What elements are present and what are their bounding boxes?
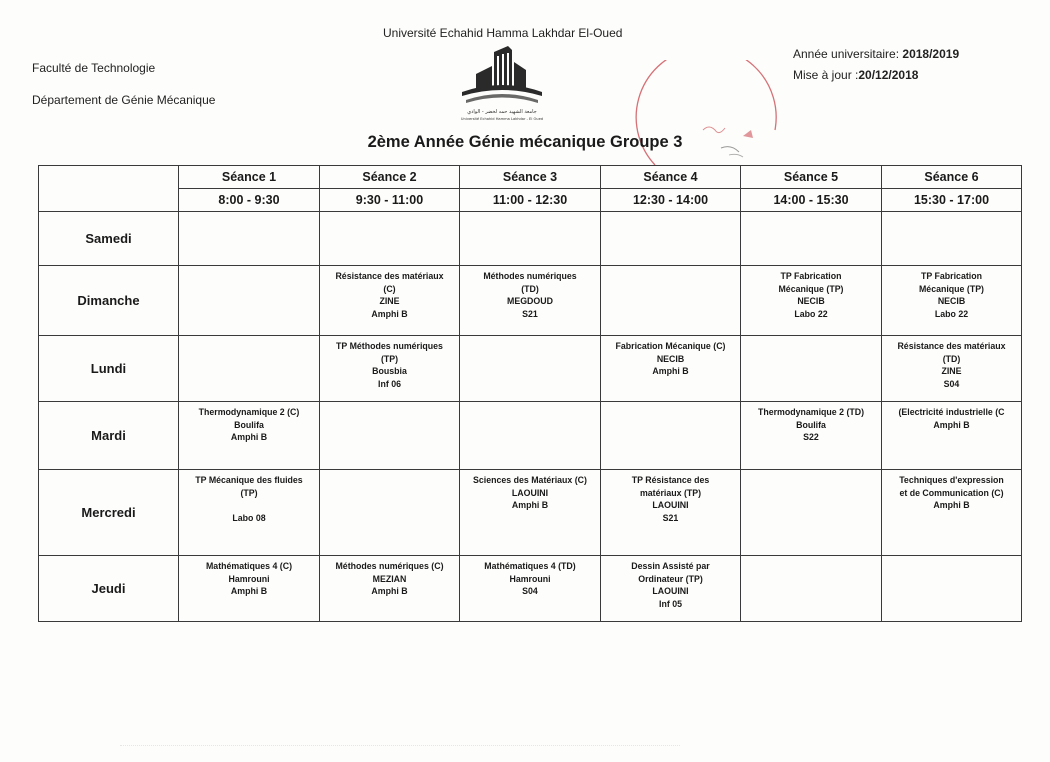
day-row-mercredi (39, 470, 1022, 556)
class-cell (179, 266, 320, 336)
class-cell: TP Fabrication Mécanique (TP) NECIB Labo 22 (882, 266, 1022, 336)
day-label: Mardi (39, 402, 179, 470)
seance-header: Séance 1 (179, 166, 320, 189)
class-cell: TP Méthodes numériques (TP) Bousbia Inf 06 (320, 336, 460, 402)
logo-caption-french: Université Echahid Hamma Lakhdar - El Oued (460, 117, 544, 121)
class-cell (741, 212, 882, 266)
logo-caption-arabic: جامعة الشهيد حمه لخضر - الوادي (467, 109, 537, 115)
seance-header: Séance 2 (320, 166, 460, 189)
class-cell: (Electricité industrielle (C Amphi B (882, 402, 1022, 470)
class-cell (179, 336, 320, 402)
update-date-value: 20/12/2018 (858, 68, 919, 82)
seance-header: Séance 6 (882, 166, 1022, 189)
academic-year-label: Année universitaire: (793, 47, 900, 61)
class-cell (460, 402, 601, 470)
seance-header-row (39, 166, 1022, 189)
class-cell: Thermodynamique 2 (TD) Boulifa S22 (741, 402, 882, 470)
day-label: Jeudi (39, 556, 179, 622)
class-cell: Méthodes numériques (C) MEZIAN Amphi B (320, 556, 460, 622)
class-cell (460, 212, 601, 266)
day-label: Samedi (39, 212, 179, 266)
class-cell: Dessin Assisté par Ordinateur (TP) LAOUINI Inf 05 (601, 556, 741, 622)
time-header: 11:00 - 12:30 (460, 189, 601, 212)
day-label: Mercredi (39, 470, 179, 556)
class-cell: Sciences des Matériaux (C) LAOUINI Amphi B (460, 470, 601, 556)
class-cell: Méthodes numériques (TD) MEGDOUD S21 (460, 266, 601, 336)
scan-artifact-line (120, 745, 680, 746)
time-header: 9:30 - 11:00 (320, 189, 460, 212)
class-cell: TP Résistance des matériaux (TP) LAOUINI S21 (601, 470, 741, 556)
class-cell: Résistance des matériaux (C) ZINE Amphi B (320, 266, 460, 336)
class-cell: Fabrication Mécanique (C) NECIB Amphi B (601, 336, 741, 402)
class-cell: TP Mécanique des fluides (TP) Labo 08 (179, 470, 320, 556)
seance-header: Séance 5 (741, 166, 882, 189)
timetable (38, 165, 1022, 622)
update-date (793, 68, 918, 82)
class-cell: Thermodynamique 2 (C) Boulifa Amphi B (179, 402, 320, 470)
class-cell: Mathématiques 4 (TD) Hamrouni S04 (460, 556, 601, 622)
class-cell (741, 336, 882, 402)
class-cell (741, 556, 882, 622)
class-cell (601, 212, 741, 266)
academic-year (793, 47, 959, 61)
day-row-samedi (39, 212, 1022, 266)
corner-cell (39, 166, 179, 212)
faculty-name: Faculté de Technologie (32, 61, 156, 75)
academic-year-value: 2018/2019 (902, 47, 960, 61)
class-cell (460, 336, 601, 402)
department-name: Département de Génie Mécanique (32, 93, 216, 107)
day-row-dimanche (39, 266, 1022, 336)
class-cell (320, 212, 460, 266)
class-cell (601, 402, 741, 470)
class-cell: TP Fabrication Mécanique (TP) NECIB Labo 22 (741, 266, 882, 336)
university-logo (456, 44, 548, 124)
day-label: Lundi (39, 336, 179, 402)
class-cell (320, 402, 460, 470)
day-row-mardi (39, 402, 1022, 470)
day-row-jeudi (39, 556, 1022, 622)
time-header: 15:30 - 17:00 (882, 189, 1022, 212)
class-cell: Techniques d'expression et de Communication (C) Amphi B (882, 470, 1022, 556)
official-stamp (625, 60, 785, 180)
class-cell (741, 470, 882, 556)
time-header: 12:30 - 14:00 (601, 189, 741, 212)
class-cell: Résistance des matériaux (TD) ZINE S04 (882, 336, 1022, 402)
seance-header: Séance 3 (460, 166, 601, 189)
time-header-row (39, 189, 1022, 212)
day-row-lundi (39, 336, 1022, 402)
class-cell (882, 212, 1022, 266)
class-cell (601, 266, 741, 336)
class-cell (179, 212, 320, 266)
class-cell (320, 470, 460, 556)
day-label: Dimanche (39, 266, 179, 336)
update-label: Mise à jour : (793, 68, 859, 82)
time-header: 14:00 - 15:30 (741, 189, 882, 212)
time-header: 8:00 - 9:30 (179, 189, 320, 212)
seance-header: Séance 4 (601, 166, 741, 189)
university-name: Université Echahid Hamma Lakhdar El-Oued (383, 26, 623, 40)
class-cell (882, 556, 1022, 622)
class-cell: Mathématiques 4 (C) Hamrouni Amphi B (179, 556, 320, 622)
page-title: 2ème Année Génie mécanique Groupe 3 (367, 133, 683, 151)
